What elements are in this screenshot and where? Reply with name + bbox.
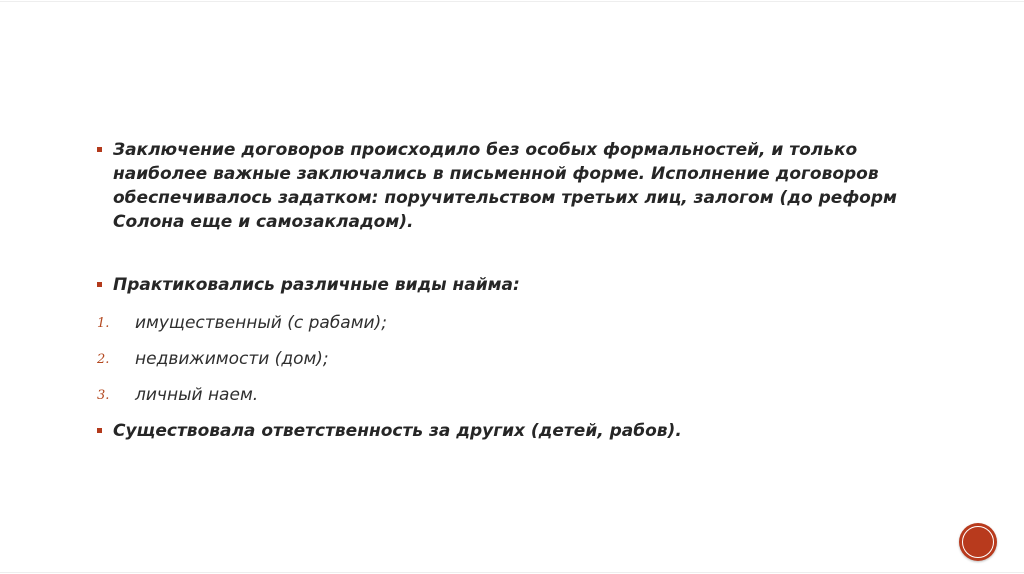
numbered-item [97, 311, 917, 335]
bullet-item-responsibility [97, 419, 917, 443]
numbered-text: личный наем. [135, 385, 259, 405]
number-marker: 1. [97, 316, 110, 331]
bullet-text: Существовала ответственность за других (детей, рабов). [113, 421, 682, 441]
numbered-text: имущественный (с рабами); [135, 313, 387, 333]
bullet-text: Заключение договоров происходило без особых формальностей, и только наиболее важные заключались в письменной форме. Исполнение договоров обеспечивалось задатком: поручительством третьих лиц, залогом (до реформ Солона еще и самозакладом). [113, 140, 897, 232]
number-marker: 2. [97, 352, 110, 367]
bullet-item-hire [97, 273, 917, 297]
bullet-item-contracts [97, 138, 917, 234]
slide-content [97, 138, 917, 443]
top-border [0, 1, 1024, 2]
square-bullet-icon [97, 147, 102, 152]
bullet-text: Практиковались различные виды найма: [113, 275, 520, 295]
square-bullet-icon [97, 282, 102, 287]
square-bullet-icon [97, 428, 102, 433]
numbered-item [97, 383, 917, 407]
circle-badge-icon [959, 523, 997, 561]
number-marker: 3. [97, 388, 110, 403]
numbered-item [97, 347, 917, 371]
numbered-text: недвижимости (дом); [135, 349, 329, 369]
bottom-border [0, 572, 1024, 573]
